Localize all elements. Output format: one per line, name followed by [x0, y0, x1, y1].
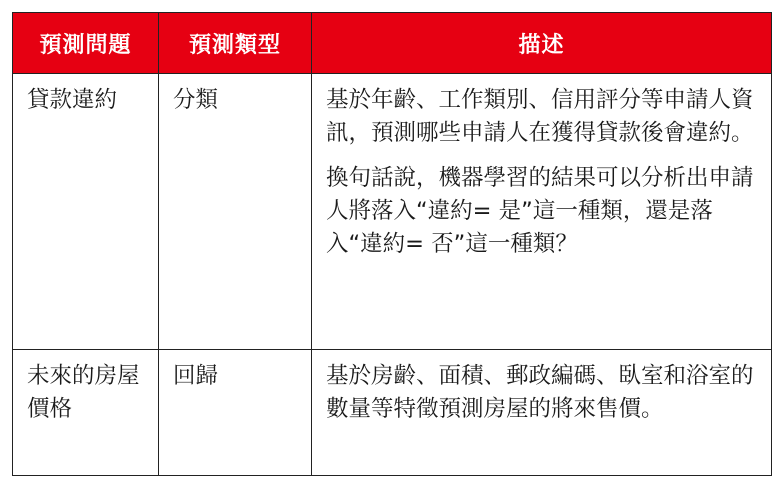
- header-prediction-type: 預測類型: [159, 13, 312, 74]
- description-paragraph: 基於房齡、面積、郵政編碼、臥室和浴室的數量等特徵預測房屋的將來售價。: [326, 363, 754, 422]
- cell-prediction-type: 回歸: [159, 350, 312, 476]
- table-row: [13, 350, 772, 476]
- cell-prediction-question: 貸款違約: [13, 74, 159, 350]
- ml-prediction-table: [12, 12, 772, 476]
- cell-description: [312, 350, 772, 476]
- header-description: 描述: [312, 13, 772, 74]
- description-paragraph: 換句話說，機器學習的結果可以分析出申請人將落入“違約= 是”這一種類，還是落入“違約= 否”這一種類？: [326, 165, 754, 257]
- cell-description: [312, 74, 772, 350]
- description-paragraph: 基於年齡、工作類別、信用評分等申請人資訊，預測哪些申請人在獲得貸款後會違約。: [326, 87, 754, 146]
- table-header-row: [13, 13, 772, 74]
- table-row: [13, 74, 772, 350]
- cell-prediction-type: 分類: [159, 74, 312, 350]
- header-prediction-question: 預測問題: [13, 13, 159, 74]
- cell-prediction-question: 未來的房屋價格: [13, 350, 159, 476]
